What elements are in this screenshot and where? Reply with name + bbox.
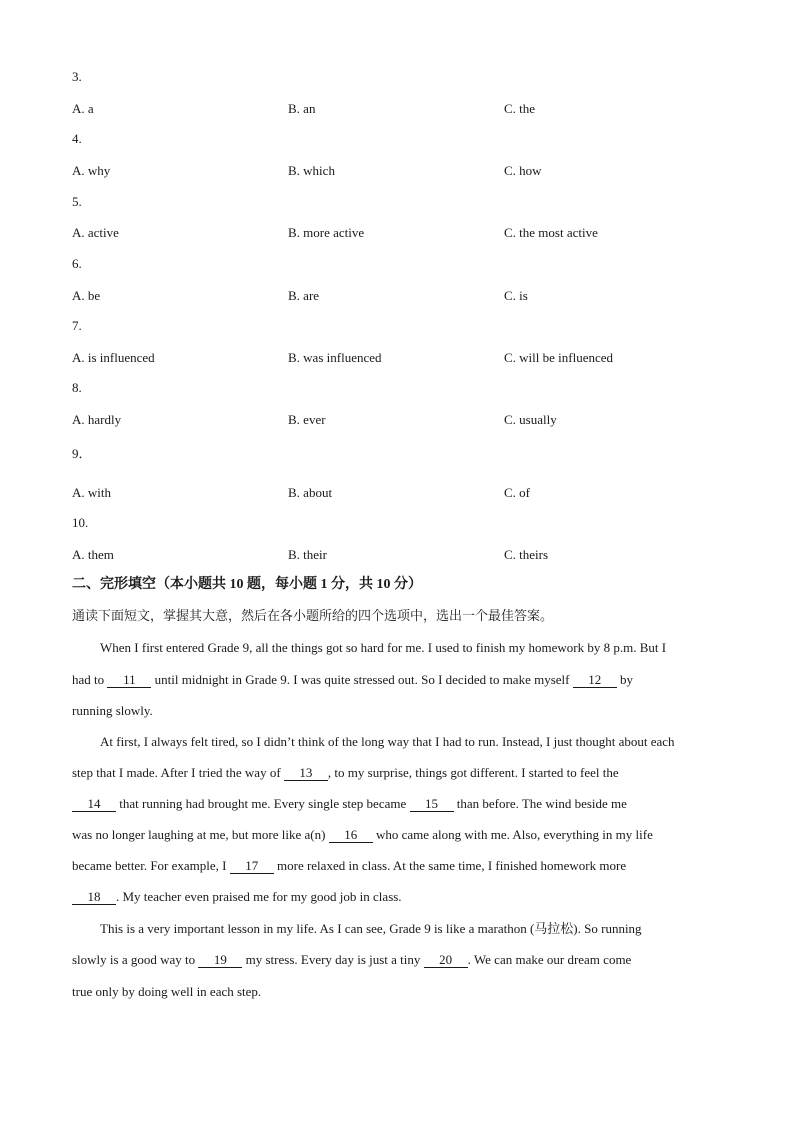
option-a: A. them [72, 547, 114, 562]
option-a: A. hardly [72, 412, 122, 427]
option-c: C. will be influenced [504, 350, 614, 365]
question-number: 6. [72, 256, 82, 271]
section-instruction: 通读下面短文，掌握其大意，然后在各小题所给的四个选项中，选出一个最佳答案。 [72, 608, 554, 623]
passage-line: This is a very important lesson in my life. As I can see, Grade 9 is like a marathon (马拉松). So running [100, 921, 642, 936]
passage-line: step that I made. After I tried the way of 13 , to my surprise, things got different. I started to feel the [72, 765, 619, 780]
section-heading: 二、完形填空（本小题共 10 题，每小题 1 分，共 10 分） [72, 577, 422, 592]
option-b: B. an [288, 101, 316, 116]
option-c: C. is [504, 288, 528, 303]
blank-18[interactable]: 18 [72, 890, 116, 905]
option-c: C. usually [504, 412, 557, 427]
option-b: B. their [288, 547, 327, 562]
passage-line: At first, I always felt tired, so I didn’t think of the long way that I had to run. Instead, I just thought about each [100, 734, 675, 749]
question-number: 3. [72, 69, 82, 84]
blank-16[interactable]: 16 [329, 828, 373, 843]
option-c: C. of [504, 485, 530, 500]
option-b: B. which [288, 163, 335, 178]
blank-11[interactable]: 11 [107, 673, 151, 688]
blank-13[interactable]: 13 [284, 766, 328, 781]
passage-line: When I first entered Grade 9, all the things got so hard for me. I used to finish my homework by 8 p.m. But I [100, 640, 667, 655]
option-b: B. more active [288, 225, 365, 240]
option-b: B. are [288, 288, 320, 303]
blank-19[interactable]: 19 [198, 953, 242, 968]
option-a: A. why [72, 163, 111, 178]
option-b: B. was influenced [288, 350, 382, 365]
question-number: 4. [72, 131, 82, 146]
question-number: 9． [72, 446, 92, 461]
option-a: A. be [72, 288, 101, 303]
option-c: C. how [504, 163, 542, 178]
question-number: 8. [72, 380, 82, 395]
blank-17[interactable]: 17 [230, 859, 274, 874]
blank-14[interactable]: 14 [72, 797, 116, 812]
blank-12[interactable]: 12 [573, 673, 617, 688]
question-number: 5. [72, 194, 82, 209]
question-number: 7. [72, 318, 82, 333]
option-a: A. is influenced [72, 350, 155, 365]
option-b: B. about [288, 485, 333, 500]
blank-20[interactable]: 20 [424, 953, 468, 968]
passage-line: was no longer laughing at me, but more like a(n) 16 who came along with me. Also, everything in my life [72, 827, 653, 842]
option-c: C. the most active [504, 225, 598, 240]
option-a: A. with [72, 485, 111, 500]
question-number: 10. [72, 515, 89, 530]
passage-line: running slowly. [72, 703, 153, 718]
option-b: B. ever [288, 412, 326, 427]
passage-line: had to 11 until midnight in Grade 9. I was quite stressed out. So I decided to make myself 12 by [72, 672, 633, 687]
passage-line: became better. For example, I 17 more relaxed in class. At the same time, I finished homework more [72, 858, 627, 873]
passage-line: true only by doing well in each step. [72, 984, 262, 999]
option-a: A. active [72, 225, 119, 240]
passage-line: 18 . My teacher even praised me for my good job in class. [72, 889, 402, 905]
option-c: C. the [504, 101, 536, 116]
option-c: C. theirs [504, 547, 549, 562]
passage-line: 14 that running had brought me. Every single step became 15 than before. The wind beside me [72, 796, 627, 812]
blank-15[interactable]: 15 [410, 797, 454, 812]
passage-line: slowly is a good way to 19 my stress. Every day is just a tiny 20 . We can make our dream come [72, 952, 632, 967]
option-a: A. a [72, 101, 94, 116]
